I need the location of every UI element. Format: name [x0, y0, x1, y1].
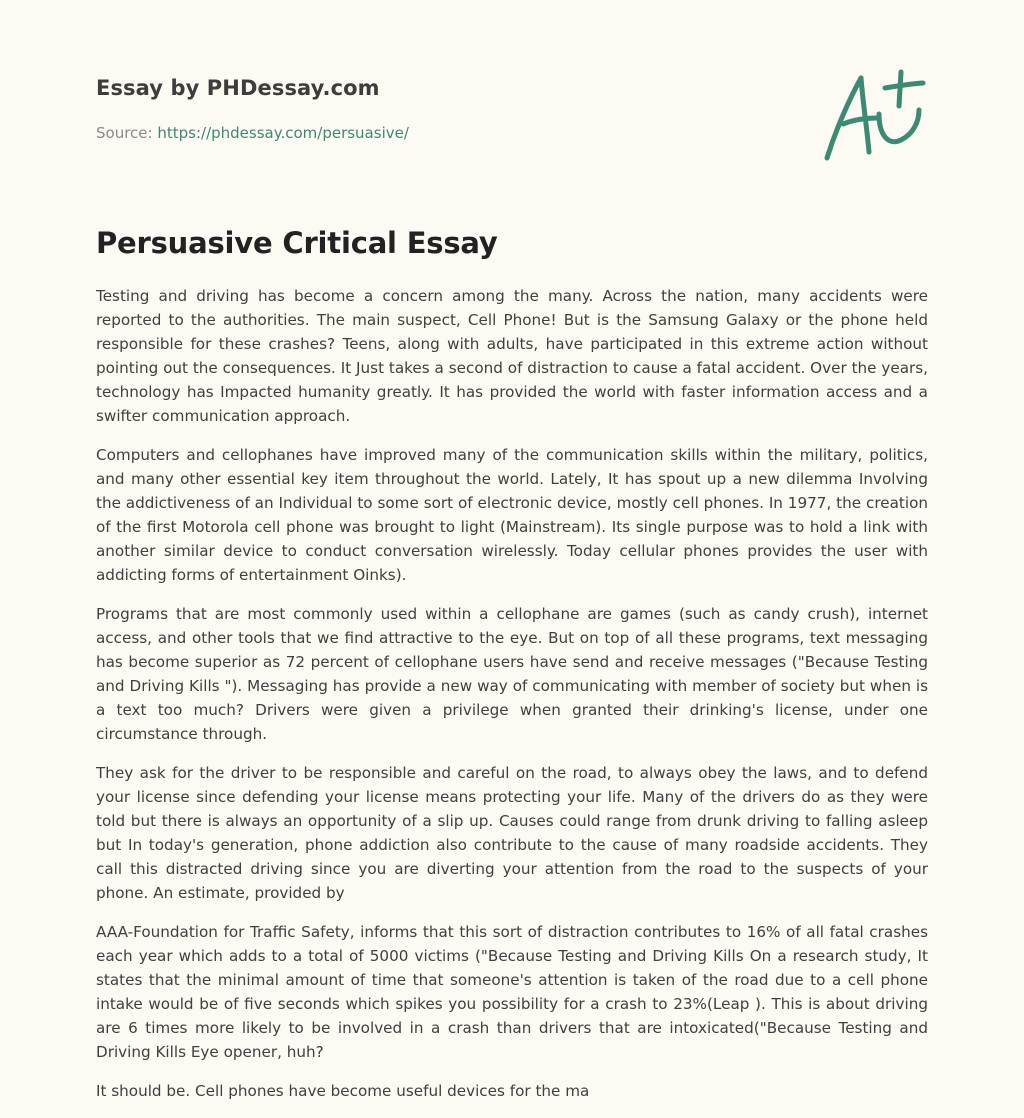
a-plus-logo-icon — [823, 66, 927, 166]
source-label: Source: — [96, 124, 153, 142]
essay-paragraph: They ask for the driver to be responsible and careful on the road, to always obey the laws, and to defend your license since defending your license means protecting your life. Many of the drivers do as they were told but there is always an opportunity of a slip up. Causes could range from drunk driving to falling asleep but In today's generation, phone addiction also contribute to the cause of many roadside accidents. They call this distracted driving since you are diverting your attention from the road to the suspects of your phone. An estimate, provided by — [96, 764, 928, 902]
essay-paragraph: Computers and cellophanes have improved many of the communication skills within the military, politics, and many other essential key item throughout the world. Lately, It has spout up a new dilemma Involving the addictiveness of an Individual to some sort of electronic device, mostly cell phones. In 1977, the creation of the first Motorola cell phone was brought to light (Mainstream). Its single purpose was to hold a link with another similar device to conduct conversation wirelessly. Today cellular phones provides the user with addicting forms of entertainment Oinks). — [96, 446, 928, 584]
essay-paragraph: It should be. Cell phones have become useful devices for the ma — [96, 1082, 590, 1100]
essay-body — [96, 284, 928, 1118]
essay-paragraph: AAA-Foundation for Traffic Safety, informs that this sort of distraction contributes to 16% of all fatal crashes each year which adds to a total of 5000 victims ("Because Testing and Driving Kills On a research study, It states that the minimal amount of time that someone's attention is taken of the road due to a cell phone intake would be of five seconds which spikes you possibility for a crash to 23%(Leap ). This is about driving are 6 times more likely to be involved in a crash than drivers that are intoxicated("Because Testing and Driving Kills Eye opener, huh? — [96, 923, 928, 1061]
source-link[interactable]: https://phdessay.com/persuasive/ — [157, 124, 409, 142]
page-header — [96, 0, 928, 200]
essay-page — [96, 0, 928, 1100]
site-title: Essay by PHDessay.com — [96, 76, 380, 100]
source-line — [96, 124, 409, 142]
essay-paragraph: Programs that are most commonly used within a cellophane are games (such as candy crush), internet access, and other tools that we find attractive to the eye. But on top of all these programs, text messaging has become superior as 72 percent of cellophane users have send and receive messages ("Because Testing and Driving Kills "). Messaging has provide a new way of communicating with member of society but when is a text too much? Drivers were given a privilege when granted their drinking's license, under one circumstance through. — [96, 605, 928, 743]
essay-title: Persuasive Critical Essay — [96, 226, 498, 260]
essay-paragraph: Testing and driving has become a concern among the many. Across the nation, many accidents were reported to the authorities. The main suspect, Cell Phone! But is the Samsung Galaxy or the phone held responsible for these crashes? Teens, along with adults, have participated in this extreme action without pointing out the consequences. It Just takes a second of distraction to cause a fatal accident. Over the years, technology has Impacted humanity greatly. It has provided the world with faster information access and a swifter communication approach. — [96, 287, 928, 425]
